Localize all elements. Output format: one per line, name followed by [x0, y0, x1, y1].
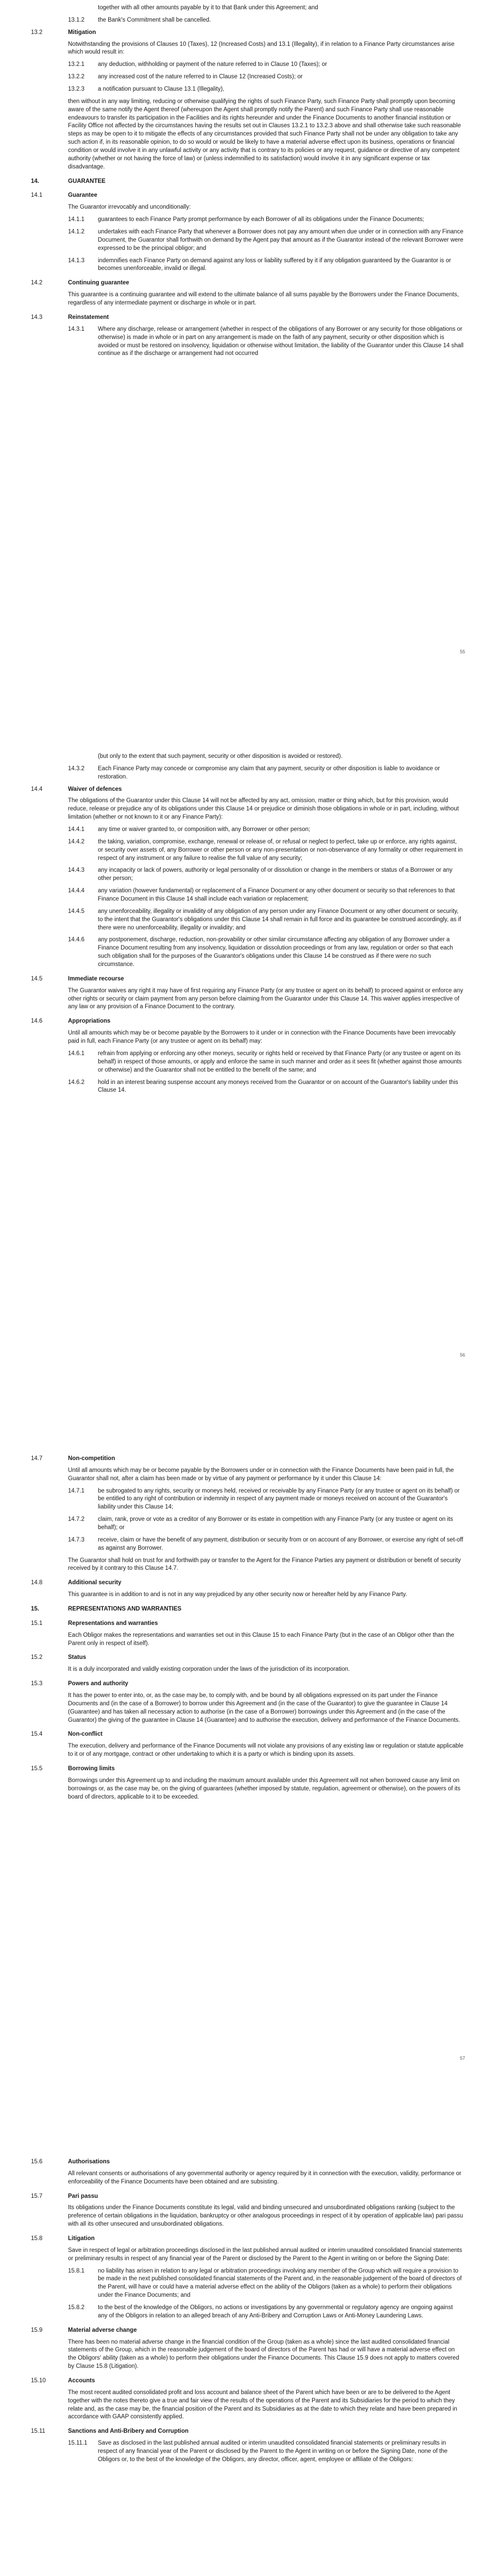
clause-number: 15.8 — [31, 2235, 43, 2242]
sub-clause — [68, 2439, 464, 2464]
clause-paragraph: All relevant consents or authorisations of any governmental authority or agency required by it in connection with the execution, validity, performance or enforceability of the Finance Documents have been obtained and are subsisting. — [68, 2170, 461, 2185]
clause-heading: Appropriations — [68, 1018, 111, 1025]
page-content — [31, 4, 464, 364]
clause-heading: Pari passu — [68, 2193, 98, 2199]
sub-clause — [68, 216, 464, 224]
clause-heading: Reinstatement — [68, 314, 109, 320]
page-number: 55 — [459, 649, 465, 654]
clause-paragraph: This guarantee is in addition to and is not in any way prejudiced by any other security now or hereafter held by any Finance Party. — [68, 1591, 407, 1598]
sub-clause-number: 15.11.1 — [68, 2440, 88, 2447]
sub-clause — [68, 2267, 464, 2300]
clause-number: 14.7 — [31, 1455, 43, 1462]
clause-heading: Borrowing limits — [68, 1766, 115, 1772]
sub-clause-text: any variation (however fundamental) or replacement of a Finance Document or any other document or security so that references to that Finance Document in this Clause 14 shall include each variation or replacement; — [98, 888, 455, 903]
sub-clause-number: 13.2.2 — [68, 74, 84, 80]
clause-heading: Accounts — [68, 2378, 95, 2384]
sub-clause-text: any unenforceability, illegality or invalidity of any obligation of any person under any Finance Document or any other document or security, to the intent that the Guarantor's obligations under this Clause 14 shall remain in full force and its guarantee be construed accordingly, as if there were no unenforceability, illegality or invalidity; and — [98, 908, 461, 931]
clause-heading: Continuing guarantee — [68, 280, 129, 286]
sub-clause-number: 14.3.2 — [68, 765, 84, 772]
sub-clause-number: 14.4.3 — [68, 867, 84, 874]
sub-clause — [68, 867, 464, 883]
sub-clause-text: undertakes with each Finance Party that whenever a Borrower does not pay any amount when due under or in connection with any Finance Document, the Guarantor shall forthwith on demand by the Agent pay that amount as if the Guarantor instead of the relevant Borrower were expressed to be the principal obligor; and — [98, 229, 464, 251]
sub-clause-text: any deduction, withholding or payment of the nature referred to in Clause 10 (Taxes); or — [98, 61, 327, 68]
sub-clause-text: any time or waiver granted to, or composition with, any Borrower or other person; — [98, 826, 311, 833]
clause-paragraph: The execution, delivery and performance of the Finance Documents will not violate any provisions of any existing law or regulation or statute applicable to it or of any mortgage, contract or other undertaking to which it is a party or which is binding upon its assets. — [68, 1743, 464, 1758]
sub-clause — [68, 61, 464, 69]
sub-clause-number: 15.8.2 — [68, 2304, 84, 2311]
sub-clause — [68, 908, 464, 933]
clause-number: 14.5 — [31, 975, 43, 982]
clause-number: 14.8 — [31, 1580, 43, 1586]
page-content — [31, 753, 464, 1101]
clause-number: 15.11 — [31, 2428, 45, 2435]
document-page-1 — [0, 0, 497, 703]
clause — [31, 1018, 464, 1095]
sub-clause-number: 14.7.2 — [68, 1516, 84, 1523]
sub-clause — [68, 1516, 464, 1532]
clause — [31, 2193, 464, 2229]
sub-clause-number: 13.2.3 — [68, 86, 84, 93]
clause — [31, 1455, 464, 1573]
sub-clause — [68, 936, 464, 969]
sub-clause-number: 14.1.1 — [68, 216, 84, 223]
clause — [31, 2327, 464, 2371]
clause — [31, 2235, 464, 2320]
clause — [31, 192, 464, 273]
clause — [31, 1654, 464, 1674]
sub-clause-text: a notification pursuant to Clause 13.1 (Illegality), — [98, 86, 225, 93]
sub-clause — [68, 765, 464, 782]
clause — [31, 1579, 464, 1599]
clause — [31, 2377, 464, 2421]
sub-clause-number: 14.4.5 — [68, 908, 84, 914]
sub-clause-number: 14.4.1 — [68, 826, 84, 833]
sub-clause — [68, 257, 464, 274]
sub-clause — [68, 2304, 464, 2320]
clause-number: 15.2 — [31, 1654, 43, 1661]
clause-paragraph: The obligations of the Guarantor under this Clause 14 will not be affected by any act, omission, matter or thing which, but for this provision, would reduce, release or prejudice any of its obligations under this Clause 14 or prejudice or diminish those obligations in whole or in part, including, without limitation (whether or not known to it or any Finance Party): — [68, 798, 459, 821]
sub-clause-number: 14.1.2 — [68, 229, 84, 235]
sub-clause — [68, 887, 464, 904]
sub-clause — [68, 86, 464, 94]
clause-paragraph: It is a duly incorporated and validly existing corporation under the laws of the jurisdiction of its incorporation. — [68, 1666, 350, 1673]
clause-number: 15.1 — [31, 1620, 43, 1626]
sub-clause-text: any postponement, discharge, reduction, non-provability or other similar circumstance affecting any obligation of any Borrower under a Finance Document resulting from any insolvency, liquidation or dissolution proceedings or from any law, regulation or order so that each such obligation shall for the purposes of the Guarantor's obligations under this Clause 14 be construed as if there were no such circumstance. — [98, 937, 453, 968]
sub-clause — [68, 16, 464, 25]
sub-clause-number: 14.4.2 — [68, 838, 84, 845]
page-content — [31, 1455, 464, 1808]
clause-paragraph: Borrowings under this Agreement up to and including the maximum amount available under this Agreement will not when borrowed cause any limit on borrowings or, as the case may be, on the giving of guarantees (whether imposed by statute, regulation, agreement or otherwise), on the powers of its board of directors, applicable to it to be exceeded. — [68, 1777, 460, 1800]
sub-clause — [68, 826, 464, 834]
sub-clause — [68, 1487, 464, 1512]
clause-heading: Litigation — [68, 2235, 95, 2242]
clause-paragraph: Until all amounts which may be or become payable by the Borrowers under or in connection with the Finance Documents have been paid in full, the Guarantor shall not, after a claim has been made or by virtue of any payment or performance by it under this Clause 14: — [68, 1467, 454, 1482]
clause-heading: Powers and authority — [68, 1681, 128, 1687]
clause — [31, 975, 464, 1011]
sub-clause-number: 14.3.1 — [68, 326, 84, 332]
sub-clause-number: 14.6.2 — [68, 1079, 84, 1086]
clause-heading: Waiver of defences — [68, 786, 122, 792]
clause-heading: Additional security — [68, 1580, 122, 1586]
clause-heading: Representations and warranties — [68, 1620, 158, 1626]
continued-paragraph: together with all other amounts payable by it to that Bank under this Agreement; and — [98, 5, 318, 11]
sub-clause-number: 14.4.4 — [68, 888, 84, 894]
clause-paragraph: The Guarantor waives any right it may have of first requiring any Finance Party (or any trustee or agent on its behalf) to proceed against or enforce any other rights or security or claim payment from any person before claiming from the Guarantor under this Clause 14. This waiver applies irrespective of any law or any provision of a Finance Document to the contrary. — [68, 987, 464, 1010]
clause — [31, 1680, 464, 1724]
clause-paragraph: There has been no material adverse change in the financial condition of the Group (taken as a whole) since the last audited consolidated financial statements of the Group, which in the reasonable judgement of the board of directors of the Parent has had or will have a material adverse effect on the Obligors' ability (taken as a whole) to perform their obligations under the Finance Documents. This Clause 15.9 does not apply to matters covered by Clause 15.8 (Litigation). — [68, 2338, 459, 2370]
clause-number: 15.3 — [31, 1681, 43, 1687]
clause-number: 14.6 — [31, 1018, 43, 1025]
sub-clause-text: any incapacity or lack of powers, authority or legal personality of or dissolution or change in the members or status of a Borrower or any other person; — [98, 867, 453, 882]
clause-paragraph: The most recent audited consolidated profit and loss account and balance sheet of the Parent which have been or are to be delivered to the Agent together with the notes thereto give a true and fair view of the results of the operations of the Parent and its Subsidiaries for the period to which they relate and, as the case may be, the financial position of the Parent and its Subsidiaries as at the date to which they relate and have been prepared in accordance with GAAP consistently applied. — [68, 2389, 457, 2420]
clause — [31, 1620, 464, 1648]
sub-clause-text: the Bank's Commitment shall be cancelled. — [98, 16, 211, 23]
clause-number: 14.1 — [31, 192, 43, 199]
sub-clause — [68, 228, 464, 253]
clause-heading: Non-competition — [68, 1455, 115, 1462]
document-page-3 — [0, 1406, 497, 2110]
clause-heading: Non-conflict — [68, 1731, 103, 1738]
clause-number: 14.3 — [31, 314, 43, 320]
clause — [31, 314, 464, 358]
clause — [31, 2428, 464, 2464]
continued-paragraph: (but only to the extent that such payment, security or other disposition is avoided or restored). — [98, 753, 342, 759]
clause-paragraph: Notwithstanding the provisions of Clauses 10 (Taxes), 12 (Increased Costs) and 13.1 (Illegality), if in relation to a Finance Party circumstances arise which would result in: — [68, 41, 455, 56]
sub-clause-text: any increased cost of the nature referred to in Clause 12 (Increased Costs); or — [98, 74, 303, 80]
clause-number: 13.2 — [31, 29, 43, 36]
clause — [31, 786, 464, 969]
clause-number: 15.4 — [31, 1731, 43, 1738]
document-page-4 — [0, 2110, 497, 2576]
clause-heading: Mitigation — [68, 29, 96, 36]
sub-clause-number: 14.4.6 — [68, 937, 84, 943]
clause-number: 14.4 — [31, 786, 43, 792]
sub-clause — [68, 73, 464, 81]
sub-clause-text: Save as disclosed in the last published annual audited or interim unaudited consolidated financial statements or preliminary results in respect of any financial year of the Parent or disclosed by the Parent to the Agent in writing on or before the Signing Date, none of the Obligors or, to the best of the knowledge of the Obligors, any director, officer, agent, employee or affiliate of the Obligors: — [98, 2440, 448, 2463]
clause — [31, 279, 464, 308]
sub-clause-text: to the best of the knowledge of the Obligors, no actions or investigations by any governmental or regulatory agency are ongoing against any of the Obligors in relation to an alleged breach of any Anti-Bribery and Corruption Laws or Anti-Money Laundering Laws. — [98, 2304, 453, 2319]
document-page-2 — [0, 703, 497, 1406]
clause — [31, 1731, 464, 1759]
page-content — [31, 2158, 464, 2470]
section-heading — [31, 1605, 464, 1614]
clause-heading: Material adverse change — [68, 2327, 137, 2333]
sub-clause-number: 13.2.1 — [68, 61, 84, 68]
sub-clause-number: 13.1.2 — [68, 16, 84, 23]
sub-clause — [68, 838, 464, 863]
clause-paragraph: The Guarantor shall hold on trust for and forthwith pay or transfer to the Agent for the Finance Parties any payment or distribution or benefit of security received by it contrary to this Clause 14.7. — [68, 1557, 461, 1572]
section-number: 14. — [31, 178, 39, 184]
sub-clause-number: 14.1.3 — [68, 257, 84, 264]
sub-clause-text: the taking, variation, compromise, exchange, renewal or release of, or refusal or neglect to perfect, take up or enforce, any rights against, or security over assets of, any Borrower or other person or any non-presentation or non-observance of any formality or other requirement in respect of any instrument or any failure to realise the full value of any security; — [98, 838, 463, 861]
clause-number: 15.5 — [31, 1766, 43, 1772]
clause — [31, 2158, 464, 2187]
clause-number: 15.10 — [31, 2378, 46, 2384]
page-number: 57 — [459, 2056, 465, 2061]
clause-paragraph: It has the power to enter into, or, as the case may be, to comply with, and be bound by all obligations expressed on its part under the Finance Documents and (in the case of a Borrower) to borrow under this Agreement and (in the case of the Guarantor) to give the guarantee in Clause 14 (Guarantee) and has taken all necessary action to authorise (in the case of a Borrower) borrowings under this Agreement and (in the case of the Guarantor) the giving of the guarantee in Clause 14 (Guarantee) and to authorise the execution, delivery and performance of the Finance Documents. — [68, 1692, 460, 1723]
sub-clause-text: be subrogated to any rights, security or moneys held, received or receivable by any Finance Party (or any trustee or agent on its behalf) or be entitled to any right of contribution or indemnity in respect of any payment made or moneys received on account of the Guarantor's liability under this Clause 14; — [98, 1487, 460, 1511]
clause — [31, 1765, 464, 1801]
section-heading — [31, 178, 464, 186]
sub-clause — [68, 1050, 464, 1075]
clause-heading: Sanctions and Anti-Bribery and Corruption — [68, 2428, 189, 2435]
sub-clause-text: refrain from applying or enforcing any other moneys, security or rights held or received by that Finance Party (or any trustee or agent on its behalf) in respect of those amounts, or apply and enforce the same in such manner and order as it sees fit (whether against those amounts or otherwise) and the Guarantor shall not be entitled to the benefit of the same; and — [98, 1050, 462, 1073]
page-number: 56 — [459, 1352, 465, 1358]
clause-number: 15.6 — [31, 2159, 43, 2165]
sub-clause-text: Each Finance Party may concede or compromise any claim that any payment, security or other disposition is liable to avoidance or restoration. — [98, 765, 440, 780]
clause-paragraph: Each Obligor makes the representations and warranties set out in this Clause 15 to each Finance Party (but in the case of an Obligor other than the Parent only in respect of itself). — [68, 1632, 454, 1647]
clause-number: 15.7 — [31, 2193, 43, 2199]
clause-heading: Authorisations — [68, 2159, 110, 2165]
sub-clause-number: 15.8.1 — [68, 2267, 84, 2274]
section-title: REPRESENTATIONS AND WARRANTIES — [68, 1606, 182, 1613]
sub-clause-number: 14.6.1 — [68, 1050, 84, 1057]
clause-paragraph: Its obligations under the Finance Documents constitute its legal, valid and binding unsecured and unsubordinated obligations ranking (subject to the preference of certain obligations in the liquidation, bankruptcy or other analogous proceedings in respect of it by operation of applicable law) pari passu with all its other unsecured and unsubordinated obligations. — [68, 2205, 464, 2228]
clause-paragraph: This guarantee is a continuing guarantee and will extend to the ultimate balance of all sums payable by the Borrowers under the Finance Documents, regardless of any intermediate payment or discharge in whole or in part. — [68, 292, 459, 307]
clause-heading: Guarantee — [68, 192, 97, 199]
sub-clause — [68, 326, 464, 358]
clause-paragraph: The Guarantor irrevocably and unconditionally: — [68, 204, 191, 211]
sub-clause-text: Where any discharge, release or arrangement (whether in respect of the obligations of any Borrower or any security for those obligations or otherwise) is made in whole or in part on any arrangement is made on the faith of any payment, security or other disposition which is avoided or must be restored on insolvency, liquidation or otherwise without limitation, the liability of the Guarantor under this Clause 14 shall continue as if the discharge or arrangement had not occurred — [98, 326, 464, 357]
clause-paragraph: Until all amounts which may be or become payable by the Borrowers to it under or in connection with the Finance Documents have been irrevocably paid in full, each Finance Party (or any trustee or agent on its behalf) may: — [68, 1030, 456, 1045]
sub-clause-number: 14.7.1 — [68, 1487, 84, 1494]
sub-clause-text: hold in an interest bearing suspense account any moneys received from the Guarantor or on account of the Guarantor's liability under this Clause 14. — [98, 1079, 458, 1094]
section-number: 15. — [31, 1606, 39, 1613]
sub-clause-text: claim, rank, prove or vote as a creditor of any Borrower or its estate in competition with any Finance Party (or any trustee or agent on its behalf); or — [98, 1516, 453, 1531]
clause-paragraph: then without in any way limiting, reducing or otherwise qualifying the rights of such Finance Party, such Finance Party shall promptly upon becoming aware of the same notify the Agent thereof (whereupon the Agent shall promptly notify the Parent) and such Finance Party shall use reasonable endeavours to transfer its participation in the Facilities and its rights hereunder and under the Finance Documents to another financial institution or Facility Office not affected by the circumstances having the results set out in Clauses 13.2.1 to 13.2.3 above and shall otherwise take such reasonable steps as may be open to it to mitigate the effects of any circumstances provided that such Finance Party shall not be under any obligation to take any such action if, in its reasonable opinion, to do so would or would be likely to have a material adverse effect upon its business, operations or financial condition or would involve it in any unlawful activity or any activity that is contrary to its policies or any request, guidance or directive of any competent authority (whether or not having the force of law) or (unless indemnified to its satisfaction) would involve it in any significant expense or tax disadvantage. — [68, 98, 461, 170]
sub-clause-number: 14.7.3 — [68, 1536, 84, 1543]
sub-clause-text: no liability has arisen in relation to any legal or arbitration proceedings involving any member of the Group which will require a provision to be made in the next published consolidated financial statements of the Parent and, in the reasonable judgement of the board of directors of the Parent, will have or could have a material adverse effect on the ability of the Obligors (taken as a whole) to perform their obligations under the Finance Documents; and — [98, 2267, 462, 2299]
sub-clause-text: receive, claim or have the benefit of any payment, distribution or security from or on account of any Borrower, or exercise any right of set-off as against any Borrower. — [98, 1536, 464, 1551]
sub-clause — [68, 1536, 464, 1553]
sub-clause-text: guarantees to each Finance Party prompt performance by each Borrower of all its obligations under the Finance Documents; — [98, 216, 424, 223]
clause-heading: Immediate recourse — [68, 975, 124, 982]
clause-paragraph: Save in respect of legal or arbitration proceedings disclosed in the last published annual audited or interim unaudited consolidated financial statements or preliminary results in respect of any financial year of the Parent or disclosed by the Parent to the Agent in writing on or before the Signing Date: — [68, 2247, 462, 2262]
clause-number: 14.2 — [31, 280, 43, 286]
clause-number: 15.9 — [31, 2327, 43, 2333]
section-title: GUARANTEE — [68, 178, 106, 184]
sub-clause — [68, 1079, 464, 1095]
clause-heading: Status — [68, 1654, 87, 1661]
clause — [31, 29, 464, 172]
sub-clause-text: indemnifies each Finance Party on demand against any loss or liability suffered by it if any obligation guaranteed by the Guarantor is or becomes unenforceable, invalid or illegal. — [98, 257, 451, 272]
